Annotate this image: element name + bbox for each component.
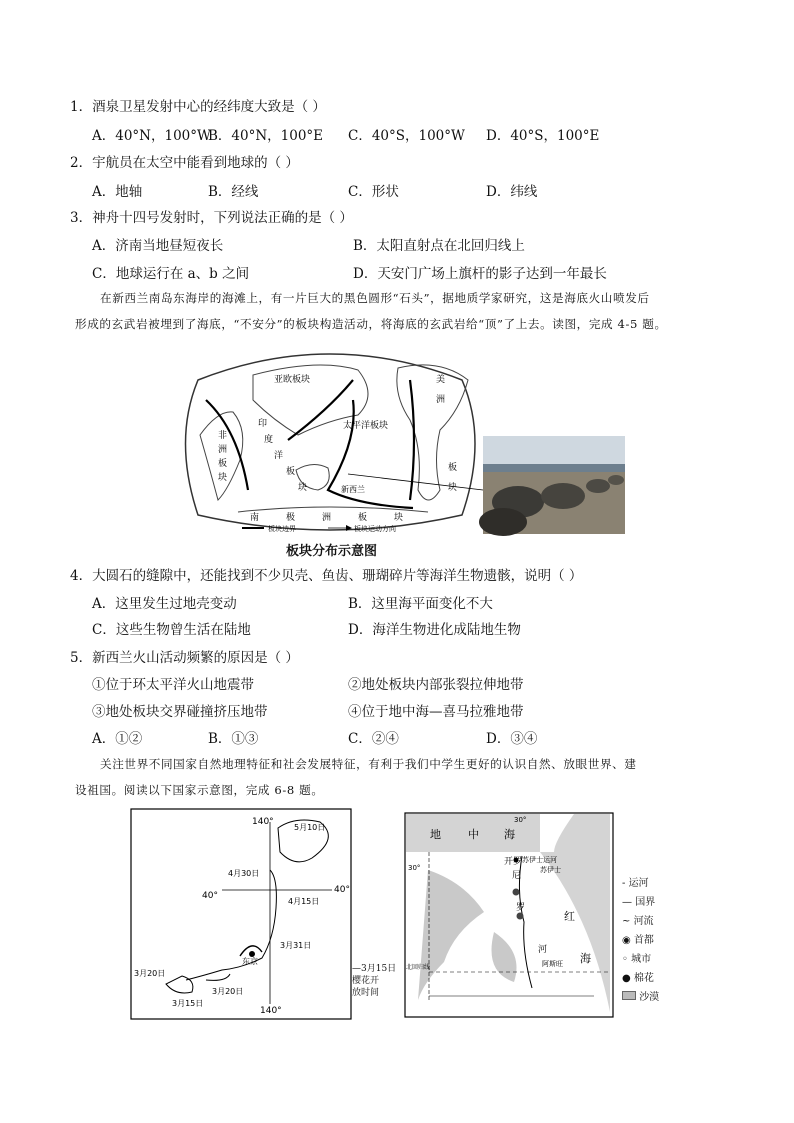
- label-red-1: 红: [564, 910, 575, 923]
- label-40-left: 40°: [202, 891, 218, 901]
- legend-desert-symbol: [622, 991, 636, 1000]
- label-india-4: 板: [286, 467, 296, 477]
- label-nile-3: 河: [538, 945, 548, 955]
- label-140-bottom: 140°: [260, 1006, 282, 1016]
- label-africa-2: 洲: [218, 445, 228, 455]
- legend-capital-symbol: ◉: [622, 935, 634, 946]
- label-africa-1: 非: [218, 431, 228, 441]
- label-med-1: 地: [430, 828, 441, 841]
- q1-option-a: A．40°N，100°W: [92, 128, 211, 144]
- legend-capital-label: 首都: [633, 935, 654, 946]
- label-tokyo: 东京: [242, 957, 258, 966]
- q1-stem: 1．酒泉卫星发射中心的经纬度大致是（ ）: [70, 99, 326, 115]
- japan-legend-line3: 放时间: [352, 988, 380, 998]
- label-140-top: 140°: [252, 817, 274, 827]
- map-outline: [186, 354, 476, 530]
- q4-option-b: B．这里海平面变化不大: [348, 596, 493, 612]
- label-pacific: 太平洋板块: [343, 421, 389, 431]
- label-med-3: 海: [504, 828, 515, 841]
- label-aswan: 阿斯旺: [542, 960, 563, 968]
- plate-map-caption: 板块分布示意图: [286, 544, 378, 559]
- label-antarctic-3: 洲: [322, 513, 332, 523]
- label-may10: 5月10日: [294, 823, 326, 832]
- legend-border-symbol: —: [622, 897, 636, 908]
- q5-statement-3: ③地处板块交界碰撞挤压地带: [92, 704, 268, 720]
- label-antarctic-1: 南: [250, 513, 260, 523]
- q3-option-d: D．天安门广场上旗杆的影子达到一年最长: [353, 266, 607, 282]
- label-mar31: 3月31日: [280, 941, 312, 950]
- cotton-marker: [513, 889, 520, 896]
- label-america-1: 美: [436, 375, 446, 385]
- legend-border-label: 国界: [635, 897, 656, 908]
- legend-city-label: 城市: [631, 954, 652, 965]
- passage1-line1: 在新西兰南岛东海岸的海滩上，有一片巨大的黑色圆形“石头”，据地质学家研究，这是海底火山喷发后: [100, 291, 650, 305]
- q3-option-b: B．太阳直射点在北回归线上: [353, 238, 525, 254]
- q2-option-d: D．纬线: [486, 184, 538, 200]
- label-suez-city: 苏伊士: [540, 866, 561, 874]
- label-tropic: 北回归线: [406, 964, 431, 971]
- label-red-2: 海: [580, 952, 591, 965]
- label-eurasia: 亚欧板块: [274, 375, 311, 385]
- label-america-4: 块: [448, 483, 458, 493]
- q4-option-c: C．这些生物曾生活在陆地: [92, 622, 251, 638]
- q2-option-a: A．地轴: [92, 184, 143, 200]
- egypt-map: [404, 812, 614, 1018]
- japan-map: [130, 808, 352, 1020]
- japan-legend-line1: —3月15日: [352, 964, 397, 974]
- label-mar15: 3月15日: [172, 999, 204, 1008]
- label-america-2: 洲: [436, 395, 446, 405]
- cotton-marker-2: [517, 913, 524, 920]
- label-cairo: 开罗: [504, 857, 523, 867]
- legend-cotton-label: 棉花: [633, 973, 654, 984]
- q5-option-a: A．①②: [92, 731, 143, 747]
- label-suez-canal: 苏伊士运河: [522, 856, 557, 864]
- q3-option-c: C．地球运行在 a、b 之间: [92, 266, 250, 282]
- label-mar20-b: 3月20日: [212, 987, 244, 996]
- label-india-1: 印: [258, 419, 268, 429]
- legend-canal-symbol: -: [622, 878, 629, 889]
- q1-option-c: C．40°S，100°W: [348, 128, 465, 144]
- q5-statement-2: ②地处板块内部张裂拉伸地带: [348, 677, 524, 693]
- legend-river: [622, 912, 659, 931]
- q2-stem: 2．宇航员在太空中能看到地球的（ ）: [70, 155, 299, 171]
- label-new-zealand: 新西兰: [341, 485, 365, 494]
- q4-option-a: A．这里发生过地壳变动: [92, 596, 237, 612]
- legend-motion-text: 板块运动方向: [354, 525, 396, 533]
- legend-canal-label: 运河: [628, 878, 649, 889]
- q1-option-d: D．40°S，100°E: [486, 128, 600, 144]
- legend-canal: [622, 874, 659, 893]
- legend-river-symbol: ~: [622, 916, 634, 927]
- label-lat30: 30°: [408, 864, 421, 872]
- q4-stem: 4．大圆石的缝隙中，还能找到不少贝壳、鱼齿、珊瑚碎片等海洋生物遗骸，说明（ ）: [70, 568, 583, 584]
- label-india-5: 块: [298, 483, 308, 493]
- q5-statement-4: ④位于地中海—喜马拉雅地带: [348, 704, 524, 720]
- legend-desert-label: 沙漠: [639, 992, 660, 1003]
- passage2-line2: 设祖国。阅读以下国家示意图，完成 6-8 题。: [75, 783, 324, 797]
- q5-option-d: D．③④: [486, 731, 538, 747]
- legend-border: [622, 893, 659, 912]
- q3-stem: 3．神舟十四号发射时，下列说法正确的是（ ）: [70, 210, 353, 226]
- legend-river-label: 河流: [633, 916, 654, 927]
- legend-cotton: [622, 969, 659, 988]
- q1-option-b: B．40°N，100°E: [208, 128, 324, 144]
- q2-option-c: C．形状: [348, 184, 399, 200]
- label-africa-3: 板: [218, 459, 228, 469]
- label-nile-1: 尼: [512, 871, 522, 881]
- label-apr15: 4月15日: [288, 897, 320, 906]
- label-africa-4: 块: [218, 473, 228, 483]
- q5-option-b: B．①③: [208, 731, 259, 747]
- q5-option-c: C．②④: [348, 731, 399, 747]
- label-apr30: 4月30日: [228, 869, 260, 878]
- legend-cotton-symbol: ●: [622, 973, 634, 984]
- q3-option-a: A．济南当地昼短夜长: [92, 238, 224, 254]
- label-med-2: 中: [468, 828, 479, 841]
- legend-city: [622, 950, 659, 969]
- passage2-line1: 关注世界不同国家自然地理特征和社会发展特征，有利于我们中学生更好的认识自然、放眼世界、建: [100, 757, 637, 771]
- q4-option-d: D．海洋生物进化成陆地生物: [348, 622, 521, 638]
- label-antarctic-5: 块: [394, 513, 404, 523]
- legend-boundary-text: 板块边界: [268, 525, 296, 533]
- label-antarctic-2: 极: [286, 513, 296, 523]
- japan-legend-line2: 樱花开: [352, 976, 380, 986]
- legend-city-symbol: ◦: [622, 954, 632, 965]
- label-antarctic-4: 板: [358, 513, 368, 523]
- label-mar20-a: 3月20日: [134, 969, 166, 978]
- legend-capital: [622, 931, 659, 950]
- label-nile-2: 罗: [516, 903, 526, 913]
- japan-legend: [352, 963, 396, 999]
- label-lon30: 30°: [514, 816, 527, 824]
- q2-option-b: B．经线: [208, 184, 259, 200]
- boulders-photo: [479, 436, 625, 536]
- passage1-line2: 形成的玄武岩被埋到了海底，“不安分”的板块构造活动，将海底的玄武岩给“顶”了上去。读图，完成 4-5 题。: [75, 317, 667, 331]
- q5-stem: 5．新西兰火山活动频繁的原因是（ ）: [70, 650, 299, 666]
- label-america-3: 板: [448, 463, 458, 473]
- egypt-legend: [622, 874, 659, 1007]
- q5-statement-1: ①位于环太平洋火山地震带: [92, 677, 254, 693]
- label-india-2: 度: [264, 435, 274, 445]
- label-india-3: 洋: [274, 451, 284, 461]
- legend-desert: [622, 988, 659, 1007]
- label-40-right: 40°: [334, 885, 350, 895]
- plate-map: [178, 340, 628, 540]
